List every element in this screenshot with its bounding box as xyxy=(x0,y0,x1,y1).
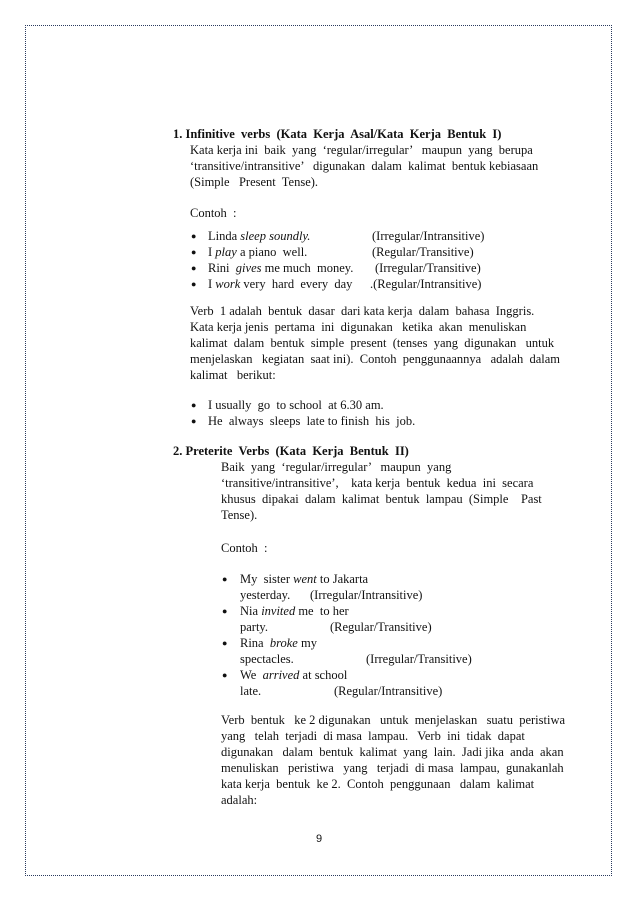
section-2-explain-line: Verb bentuk ke 2 digunakan untuk menjelaskan suatu peristiwa xyxy=(221,713,566,727)
bullet-icon: ● xyxy=(222,606,228,616)
section-2-explain-line: menuliskan peristiwa yang terjadi di masa lampau, gunakanlah xyxy=(221,761,564,775)
example-classification: (Irregular/Transitive) xyxy=(366,652,472,666)
example-sentence-cont: spectacles. xyxy=(240,652,294,666)
example-sentence: I work very hard every day xyxy=(208,277,353,291)
bullet-icon: ● xyxy=(191,279,197,289)
section-1-explain-line: menjelaskan kegiatan saat ini). Contoh penggunaannya adalah dalam xyxy=(190,352,561,366)
section-1-para-line: (Simple Present Tense). xyxy=(190,175,319,189)
section-2-para-line: ‘transitive/intransitive’, kata kerja bentuk kedua ini secara xyxy=(221,476,534,490)
section-2-para-line: khusus dipakai dalam kalimat bentuk lampau (Simple Past xyxy=(221,492,542,506)
bullet-icon: ● xyxy=(191,231,197,241)
section-1-explain-line: kalimat dalam bentuk simple present (tenses yang digunakan untuk xyxy=(190,336,555,350)
section-2-para-line: Baik yang ‘regular/irregular’ maupun yang xyxy=(221,460,452,474)
example-classification: (Regular/Transitive) xyxy=(330,620,432,634)
example-classification: (Regular/Intransitive) xyxy=(334,684,443,698)
example-sentence: Nia invited me to her xyxy=(240,604,349,618)
example-classification: (Irregular/Intransitive) xyxy=(372,229,485,243)
example-sentence: We arrived at school xyxy=(240,668,348,682)
bullet-icon: ● xyxy=(191,400,197,410)
section-2-heading: 2. Preterite Verbs (Kata Kerja Bentuk II) xyxy=(173,444,409,458)
section-2-explain-line: adalah: xyxy=(221,793,258,807)
example-sentence: My sister went to Jakarta xyxy=(240,572,369,586)
example-classification: .(Regular/Intransitive) xyxy=(370,277,482,291)
example-sentence-cont: party. xyxy=(240,620,268,634)
example-classification: (Irregular/Transitive) xyxy=(375,261,481,275)
section-1-explain-line: Kata kerja jenis pertama ini digunakan ketika akan menuliskan xyxy=(190,320,527,334)
section-1-para-line: Kata kerja ini baik yang ‘regular/irregular’ maupun yang berupa xyxy=(190,143,533,157)
page-number: 9 xyxy=(315,833,323,845)
example-sentence: Linda sleep soundly. xyxy=(208,229,311,243)
section-1-para-line: ‘transitive/intransitive’ digunakan dalam kalimat bentuk kebiasaan xyxy=(190,159,539,173)
sentence-example: I usually go to school at 6.30 am. xyxy=(208,398,384,412)
bullet-icon: ● xyxy=(222,574,228,584)
bullet-icon: ● xyxy=(191,247,197,257)
example-sentence: Rini gives me much money. xyxy=(208,261,354,275)
bullet-icon: ● xyxy=(191,263,197,273)
section-2-explain-line: kata kerja bentuk ke 2. Contoh penggunaan dalam kalimat xyxy=(221,777,535,791)
bullet-icon: ● xyxy=(191,416,197,426)
section-2-explain-line: digunakan dalam bentuk kalimat yang lain. Jadi jika anda akan xyxy=(221,745,564,759)
example-classification: (Irregular/Intransitive) xyxy=(310,588,423,602)
example-sentence: Rina broke my xyxy=(240,636,317,650)
example-sentence: I play a piano well. xyxy=(208,245,308,259)
section-1-contoh-label: Contoh : xyxy=(190,206,237,220)
example-sentence-cont: yesterday. xyxy=(240,588,291,602)
example-sentence-cont: late. xyxy=(240,684,262,698)
bullet-icon: ● xyxy=(222,638,228,648)
sentence-example: He always sleeps late to finish his job. xyxy=(208,414,416,428)
section-1-explain-line: kalimat berikut: xyxy=(190,368,276,382)
section-1-explain-line: Verb 1 adalah bentuk dasar dari kata kerja dalam bahasa Inggris. xyxy=(190,304,535,318)
section-2-para-line: Tense). xyxy=(221,508,258,522)
section-1-heading: 1. Infinitive verbs (Kata Kerja Asal/Kata Kerja Bentuk I) xyxy=(173,127,502,141)
bullet-icon: ● xyxy=(222,670,228,680)
section-2-contoh-label: Contoh : xyxy=(221,541,268,555)
section-2-explain-line: yang telah terjadi di masa lampau. Verb ini tidak dapat xyxy=(221,729,525,743)
example-classification: (Regular/Transitive) xyxy=(372,245,474,259)
